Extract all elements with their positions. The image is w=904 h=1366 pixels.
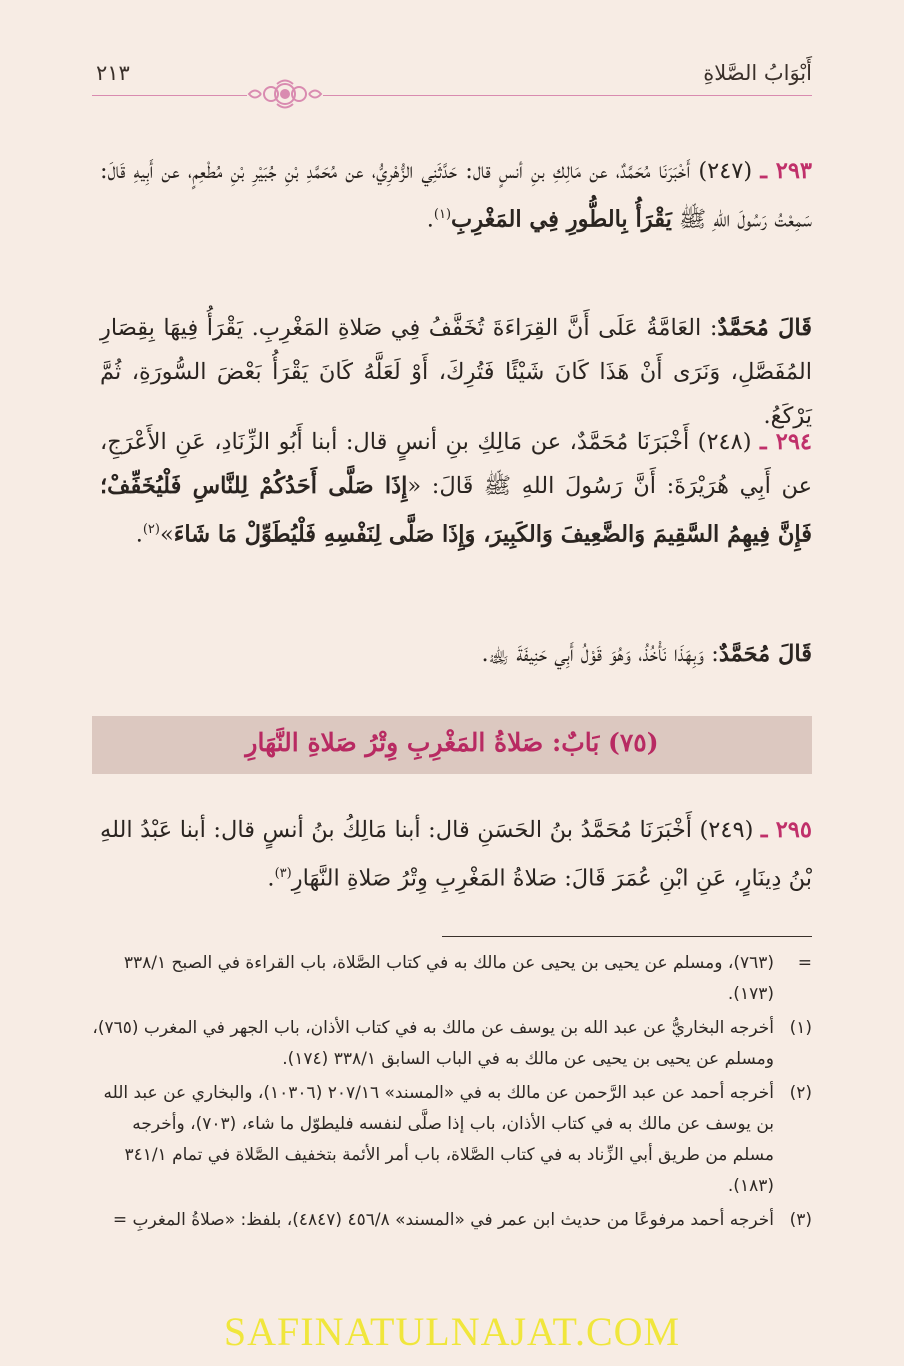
chapter-heading-band [92, 716, 812, 774]
footnote-ref: (١) [433, 207, 452, 222]
floral-ornament-icon [247, 77, 323, 111]
period: . [135, 521, 143, 548]
footnote-marker: (١) [789, 1018, 812, 1038]
footnote-text: أخرجه البخاريُّ عن عبد الله بن يوسف عن مالك به في كتاب الأذان، باب الجهر في المغرب (٧٦٥)، ومسلم عن يحيى بن يحيى عن مالك به في الباب السابق ٣٣٨/١ (١٧٤). [92, 1018, 774, 1069]
footnote-item [92, 1078, 812, 1202]
footnotes [92, 948, 812, 1239]
hadith-text: (٢٤٩) أَخْبَرَنَا مُحَمَّدُ بنُ الحَسَنِ قال: أبنا مَالِكُ بنُ أنسٍ قال: أبنا عَبْدُ اللهِ بْنُ دِينَارٍ، عَنِ ابْنِ عُمَرَ قَالَ: صَلاةُ المَغْرِبِ وِتْرُ صَلاةِ النَّهَارِ [100, 817, 812, 892]
hadith-293 [100, 149, 812, 242]
commentary-2 [100, 632, 812, 676]
chapter-title: (٧٥) بَابٌ: صَلاةُ المَغْرِبِ وِتْرُ صَلاةِ النَّهَارِ [245, 728, 659, 757]
commentary-1 [100, 306, 812, 438]
hadith-matn: يَقْرَأُ بِالطُّورِ فِي المَغْرِبِ [451, 206, 672, 233]
hadith-text: (٢٤٨) أَخْبَرَنَا مُحَمَّدٌ، عن مَالِكِ بنِ أنسٍ قال: أبنا أَبُو الزِّنَادِ، عَنِ الأَعْرَجِ، عن أَبِي هُرَيْرَةَ: أَنَّ رَسُولَ اللهِ ﷺ قَالَ: « [100, 429, 812, 499]
hadith-295 [100, 808, 812, 901]
footnote-ref: (٣) [274, 866, 292, 881]
period: . [426, 206, 434, 233]
footnote-item [92, 948, 812, 1010]
footnote-marker: (٣) [789, 1210, 812, 1230]
footnote-marker: (٢) [789, 1083, 812, 1103]
period: . [267, 865, 275, 892]
page-header [92, 55, 812, 95]
footnote-text: (٧٦٣)، ومسلم عن يحيى بن يحيى عن مالك به في كتاب الصَّلاة، باب القراءة في الصبح ٣٣٨/١ (١٧٣). [123, 953, 774, 1004]
footnote-text: أخرجه أحمد عن عبد الرَّحمن عن مالك به في «المسند» ٢٠٧/١٦ (١٠٣٠٦)، والبخاري عن عبد الله بن يوسف عن مالك به في كتاب الأذان، باب إذا صلَّى لنفسه فليطوّل ما شاء، (٧٠٣)، وأخرجه مسلم من طريق أبي الزِّناد به في كتاب الصَّلاة، باب أمر الأئمة بتخفيف الصَّلاة في تمام ٣٤١/١ (١٨٣). [103, 1083, 774, 1196]
site-watermark: SAFINATULNAJAT.COM [223, 1309, 681, 1354]
hadith-number: ٢٩٣ ـ [760, 158, 812, 184]
quote-close: » [159, 521, 174, 548]
commentary-lead: قَالَ مُحَمَّدٌ [717, 315, 813, 341]
running-title: أَبْوَابُ الصَّلاةِ [703, 61, 812, 85]
footnote-ref: (٢) [142, 522, 160, 537]
header-rule [92, 95, 812, 96]
hadith-number: ٢٩٥ ـ [760, 817, 812, 843]
footnote-item [92, 1013, 812, 1075]
footnote-separator [442, 936, 812, 937]
hadith-matn: إِذَا صَلَّى أَحَدُكُمْ لِلنَّاسِ فَلْيُخَفِّفْ؛ فَإِنَّ فِيهِمُ السَّقِيمَ وَالضَّعِيفَ وَالكَبِيرَ، وَإِذَا صَلَّى لِنَفْسِهِ فَلْيُطَوِّلْ مَا شَاءَ [100, 473, 812, 548]
commentary-lead: قَالَ مُحَمَّدٌ [718, 641, 812, 667]
hadith-294 [100, 420, 812, 557]
footnote-item [92, 1205, 812, 1236]
hadith-text: (٢٤٧) أَخْبَرَنَا مُحَمَّدٌ، عن مَالِكِ بنِ أنسٍ قال: حَدَّثَنِي الزُّهْرِيُّ، عن مُحَمَّدِ بْنِ جُبَيْرِ بْنِ مُطْعِمٍ، عن أَبِيهِ قَالَ: سَمِعْتُ رَسُولَ اللهِ ﷺ [100, 158, 812, 233]
footnote-marker: = [797, 953, 812, 973]
hadith-number: ٢٩٤ ـ [760, 429, 813, 455]
commentary-text: : العَامَّةُ عَلَى أَنَّ القِرَاءَةَ تُخَفَّفُ فِي صَلاةِ المَغْرِبِ. يَقْرَأُ فِيهَا بِقِصَارِ المُفَصَّلِ، وَنَرَى أَنْ هَذَا كَانَ شَيْئًا فَتُرِكَ، أَوْ لَعَلَّهُ كَانَ يَقْرَأُ بَعْضَ السُّورَةِ، ثُمَّ يَرْكَعُ. [100, 315, 812, 429]
page-number: ٢١٣ [96, 61, 130, 85]
footnote-text: أخرجه أحمد مرفوعًا من حديث ابن عمر في «المسند» ٤٥٦/٨ (٤٨٤٧)، بلفظ: «صلاةُ المغربِ = [112, 1210, 774, 1230]
commentary-text: : وَبِهَذَا نَأْخُذُ، وَهُوَ قَوْلُ أَبِي حَنِيفَةَ ﵀. [481, 641, 719, 667]
